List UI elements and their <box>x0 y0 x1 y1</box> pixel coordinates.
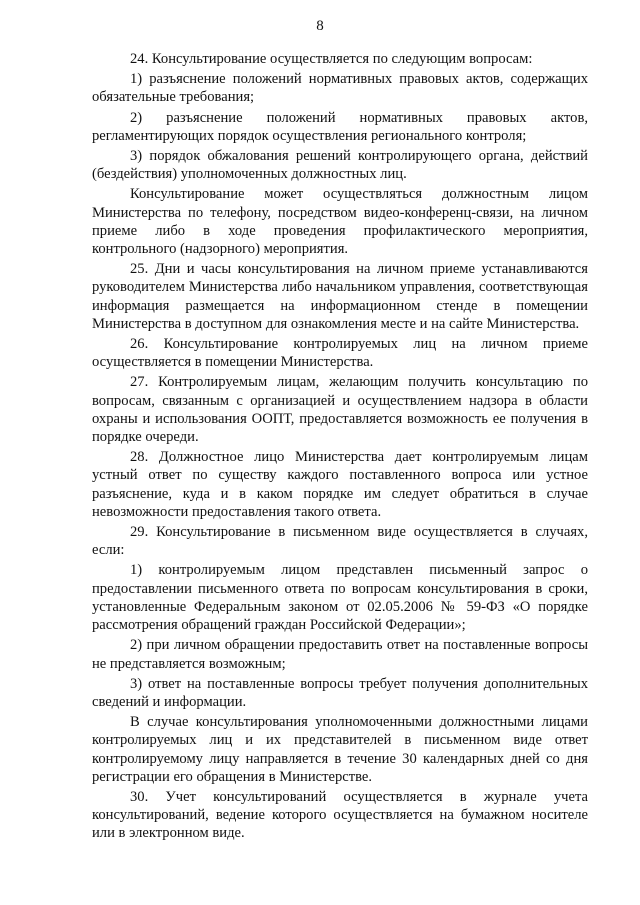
paragraph-30: 30. Учет консультирований осуществляется в журнале учета консультирований, ведение которого осуществляется на бумажном носителе или в электронном виде. <box>92 788 588 842</box>
list-item-24-3: 3) порядок обжалования решений контролирующего органа, действий (бездействия) уполномоченных должностных лиц. <box>92 148 588 183</box>
paragraph-24: 24. Консультирование осуществляется по следующим вопросам: <box>130 51 533 67</box>
paragraph-written-response: В случае консультирования уполномоченными должностными лицами контролируемых лиц и их представителей в письменном виде ответ контролируемому лицу направляется в течение 30 календарных дней со дня регистрации его обращения в Министерстве. <box>92 714 588 785</box>
paragraph-25: 25. Дни и часы консультирования на личном приеме устанавливаются руководителем Министерства либо начальником управления, соответствующая информация размещается на информационном стенде в помещении Министерства в доступном для ознакомления месте и на сайте Министерства. <box>92 261 588 332</box>
document-body <box>92 50 588 845</box>
list-item-24-1: 1) разъяснение положений нормативных правовых актов, содержащих обязательные требования; <box>92 71 588 106</box>
paragraph-27: 27. Контролируемым лицам, желающим получить консультацию по вопросам, связанным с организацией и осуществлением надзора в области охраны и использования ООПТ, предоставляется возможность ее получения в порядке очереди. <box>92 374 588 446</box>
list-item-29-1: 1) контролируемым лицом представлен письменный запрос о предоставлении письменного ответа по вопросам консультирования в сроки, установленные Федеральным законом от 02.05.2006 № 59-ФЗ «О порядке рассмотрения обращений граждан Российской Федерации»; <box>92 562 588 634</box>
paragraph-26: 26. Консультирование контролируемых лиц на личном приеме осуществляется в помещении Министерства. <box>92 336 588 371</box>
paragraph-consulting-channels: Консультирование может осуществляться должностным лицом Министерства по телефону, посредством видео-конференц-связи, на личном приеме либо в ходе проведения профилактического мероприятия, контрольного (надзорного) мероприятия. <box>92 186 588 258</box>
paragraph-29: 29. Консультирование в письменном виде осуществляется в случаях, если: <box>92 524 588 559</box>
page-number: 8 <box>316 18 324 34</box>
paragraph-28: 28. Должностное лицо Министерства дает контролируемым лицам устный ответ по существу каждого поставленного вопроса или устное разъяснение, куда и в каком порядке им следует обратиться в случае невозможности предоставления такого ответа. <box>92 449 588 520</box>
list-item-29-2: 2) при личном обращении предоставить ответ на поставленные вопросы не представляется возможным; <box>92 637 588 672</box>
list-item-29-3: 3) ответ на поставленные вопросы требует получения дополнительных сведений и информации. <box>92 675 588 710</box>
list-item-24-2: 2) разъяснение положений нормативных правовых актов, регламентирующих порядок осуществления регионального контроля; <box>92 109 588 144</box>
